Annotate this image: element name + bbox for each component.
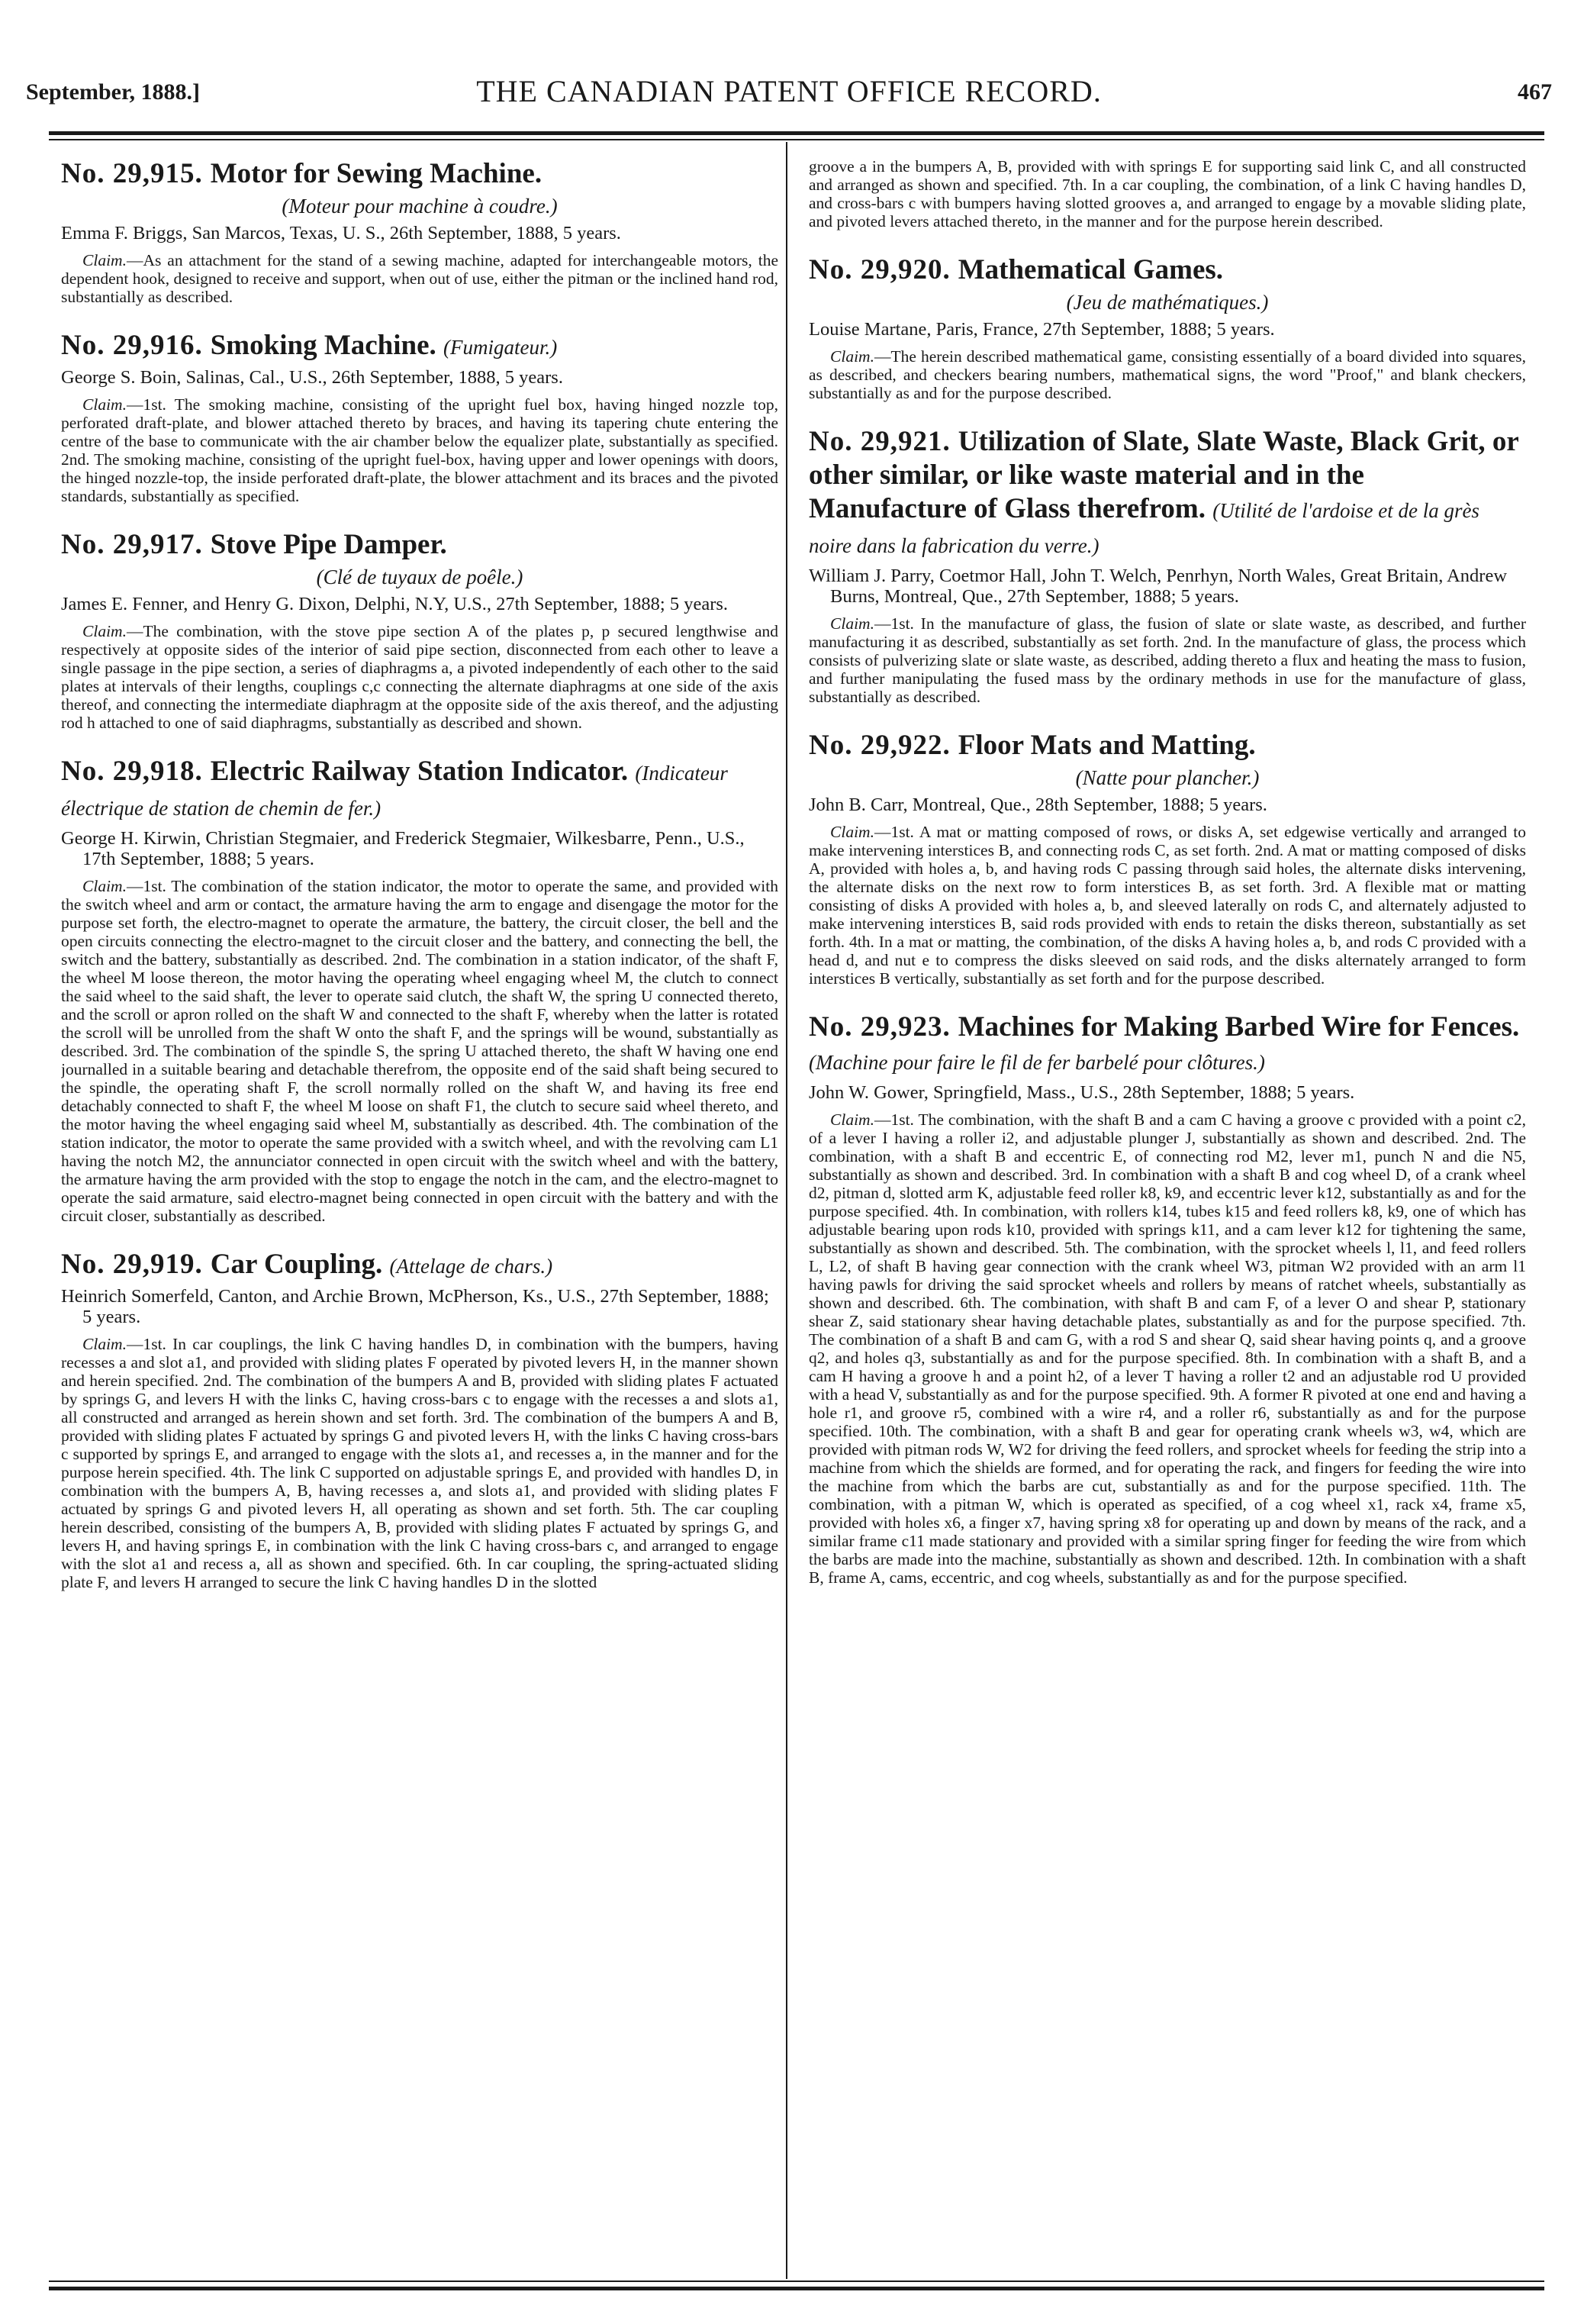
claim-text <box>61 877 778 1225</box>
patent-heading <box>61 157 778 191</box>
journal-title: THE CANADIAN PATENT OFFICE RECORD. <box>476 74 1102 108</box>
claim-continuation: groove a in the bumpers A, B, provided with with springs E for supporting said link C, and all constructed and arranged as shown and specified. 7th. In a car coupling, the combination, of a link C having handles D, and cross-bars c with bumpers having slotted grooves a, and arranged to engage by a movable sliding plate, and pivoted levers attached thereto, in the manner and for the purpose herein described. <box>809 157 1526 230</box>
inventor-line: John W. Gower, Springfield, Mass., U.S., 28th September, 1888; 5 years. <box>809 1082 1355 1103</box>
french-title: (Indicateur électrique de station de chemin de fer.) <box>61 762 728 820</box>
claim-label: Claim. <box>82 622 127 640</box>
top-rule <box>49 131 1544 135</box>
claim-text <box>61 622 778 732</box>
column-divider <box>786 142 787 2279</box>
patent-heading <box>809 425 1526 562</box>
claim-body: —1st. In car couplings, the link C having handles D, in combination with the bumpers, having recesses a and slot a1, and provided with sliding plates F operated by pivoted levers H, in the manner shown and herein specified. 2nd. The combination of the bumpers A and B, provided with sliding plates F actuated by springs G, and levers H with the links C, having cross-bars c to engage with the recesses a and slots a1, all constructed and arranged as herein shown and set forth. 3rd. The combination of the bumpers A and B, provided with sliding plates F actuated by springs G and pivoted levers H, with the links C having cross-bars c supported by springs E, and arranged to engage with the slots a1, and recesses a, in the manner and for the purpose herein specified. 4th. The link C supported on adjustable springs E, and provided with handles D, in combination with the bumpers A, B, having recesses a, and slots a1, and provided with sliding plates F actuated by springs G and pivoted levers H, all operating as shown and set forth. 5th. The car coupling herein described, consisting of the bumpers A, B, provided with sliding plates F actuated by springs G, and levers H, and having springs E, in combination with the link C having cross-bars c, and arranged to engage with the slot a1 and recess a, all as shown and specified. 6th. In car coupling, the spring-actuated sliding plate F, and levers H arranged to secure the link C having handles D in the slotted <box>61 1335 778 1591</box>
claim-label: Claim. <box>82 395 127 414</box>
patent-number: No. 29,917. <box>61 529 203 560</box>
french-title: (Moteur pour machine à coudre.) <box>282 195 558 218</box>
inventor-line: Emma F. Briggs, San Marcos, Texas, U. S., 26th September, 1888, 5 years. <box>61 223 621 243</box>
french-title: (Clé de tuyaux de poêle.) <box>316 566 523 588</box>
french-title: (Jeu de mathématiques.) <box>1066 291 1269 314</box>
patent-title: Floor Mats and Matting. <box>958 730 1256 761</box>
patent-entry-continuation <box>809 157 1526 230</box>
patent-title: Utilization of Slate, Slate Waste, Black Grit, or other similar, or like waste material and in the Manufacture of Glass therefrom. <box>809 426 1519 524</box>
french-title: (Utilité de l'ardoise et de la grès noire dans la fabrication du verre.) <box>809 499 1479 557</box>
inventor-line: James E. Fenner, and Henry G. Dixon, Delphi, N.Y, U.S., 27th September, 1888; 5 years. <box>61 594 729 614</box>
right-column <box>809 157 1526 2271</box>
french-title: (Machine pour faire le fil de fer barbelé pour clôtures.) <box>809 1051 1265 1074</box>
patent-heading <box>809 1011 1526 1079</box>
claim-text <box>809 823 1526 988</box>
patent-entry <box>61 329 778 505</box>
patent-entry <box>61 755 778 1225</box>
issue-date: September, 1888.] <box>26 79 201 105</box>
patent-heading <box>61 755 778 825</box>
patent-title: Motor for Sewing Machine. <box>210 158 542 189</box>
claim-body: —1st. A mat or matting composed of rows, or disks A, set edgewise vertically and arranged to make intervening interstices B, and connecting rods C, as set forth. 2nd. A mat or matting composed of disks A, provided with holes a, b, and having rods C passing through said holes, the alternate disks intervening, the alternate disks on the next row to form interstices B, as set forth. 3rd. A flexible mat or matting consisting of disks A provided with holes a, b, and sleeved laterally on rods C, and alternately adjusted to make intervening interstices B, said rods provided with ends to retain the disks thereon, substantially as set forth. 4th. In a mat or matting, the combination, of the disks A having holes a, b, and rods C provided with a head d, and nut e to compress the disks sleeved on said rods, and the disks alternately arranged to form interstices B vertically, substantially as set forth and for the purpose described. <box>809 823 1526 988</box>
page-number: 467 <box>1518 79 1552 105</box>
patent-entry <box>809 425 1526 706</box>
patent-number: No. 29,920. <box>809 254 951 285</box>
patent-number: No. 29,918. <box>61 756 203 787</box>
patent-heading <box>809 729 1526 762</box>
patent-title: Electric Railway Station Indicator. <box>210 756 629 787</box>
patent-entry <box>809 253 1526 402</box>
bottom-rule-thin <box>49 2280 1544 2282</box>
inventor-line: John B. Carr, Montreal, Que., 28th September, 1888; 5 years. <box>809 795 1267 815</box>
french-title: (Attelage de chars.) <box>389 1255 553 1278</box>
patent-heading <box>809 253 1526 287</box>
claim-text <box>809 614 1526 706</box>
claim-label: Claim. <box>830 823 874 841</box>
patent-heading <box>61 329 778 364</box>
claim-body: —1st. In the manufacture of glass, the fusion of slate or slate waste, as described, and further manufacturing it as described, substantially as set forth. 2nd. In the manufacture of glass, the process which consists of pulverizing slate or slate waste, as described, adding thereto a flux and heating the mass to fusion, and further manipulating the fused mass by the ordinary methods in use for the manufacture of glass, substantially as described. <box>809 614 1526 706</box>
claim-body: —As an attachment for the stand of a sewing machine, adapted for interchangeable motors, the dependent hook, designed to receive and support, when out of use, either the pitman or the inclined hand rod, substantially as described. <box>61 251 778 306</box>
claim-label: Claim. <box>830 347 874 366</box>
patent-heading <box>61 1248 778 1283</box>
claim-text <box>809 1110 1526 1587</box>
patent-number: No. 29,922. <box>809 730 951 761</box>
patent-number: No. 29,919. <box>61 1249 203 1280</box>
french-title: (Natte pour plancher.) <box>1075 766 1260 789</box>
patent-entry <box>809 729 1526 988</box>
claim-body: —1st. The combination, with the shaft B and a cam C having a groove c provided with a point c2, of a lever I having a roller i2, and adjustable plunger J, substantially as shown and described. 2nd. The combination, with a shaft B and eccentric E, of connecting rod M2, lever m1, punch N and die N5, substantially as shown and described. 3rd. In combination with a shaft B and cog wheel D, of a crank wheel d2, pitman d, slotted arm K, adjustable feed roller k8, k9, and eccentric lever k12, substantially as and for the purpose specified. 4th. In combination, with rollers k14, tubes k15 and feed rollers k8, k9, one of which has adjustable bearing upon rods k10, provided with springs k11, and a cam lever k12 for tightening the same, substantially as shown and described. 5th. The combination, with the sprocket wheels l, l1, and feed rollers L, L2, of shaft B having gear connection with the crank wheel W3, pitman W2 provided with an arm l1 having pawls for driving the said sprocket wheels and rollers by means of ratchet wheels, substantially as shown and described. 6th. The combination, with shaft B and cam F, of a lever O and shear P, stationary shear Z, said stationary shear having detachable plates, substantially as and for the purpose specified. 7th. The combination of a shaft B and cam G, with a rod S and shear Q, said shear having points q, and a groove q2, and holes q3, substantially as and for the purpose specified. 8th. In combination with a shaft B, and a cam H having a groove h and a point h2, of a lever T having a roller t2 and an adjustable rod U provided with a head V, substantially as and for the purpose specified. 9th. A former R pivoted at one end and having a hole r1, and groove r5, combined with a wire r4, and a roller r6, substantially as and for the purpose specified. 10th. The combination, with a shaft B and gear for operating crank wheels w3, w4, which are provided with pitman rods W, W2 for driving the feed rollers, and sprocket wheels for feeding the strip into a machine from which the shields are formed, and for operating the rack, and fingers for feeding the wire into the machine from which the barbs are cut, substantially as and for the purpose specified. 11th. The combination, with a pitman W, which is operated as specified, of a cog wheel x1, rack x4, frame x5, provided with holes x6, a finger x7, having spring x8 for operating up and down by means of the rack, and a similar frame c11 made stationary and provided with a similar spring finger for feeding the wire from which the barbs are made into the machine, substantially as shown and described. 12th. In combination with a shaft B, frame A, cams, eccentric, and cog wheels, substantially as and for the purpose specified. <box>809 1110 1526 1587</box>
claim-text <box>61 251 778 306</box>
claim-label: Claim. <box>82 251 127 269</box>
claim-label: Claim. <box>830 1110 874 1129</box>
patent-heading <box>61 528 778 562</box>
claim-label: Claim. <box>82 1335 127 1353</box>
inventor-line: William J. Parry, Coetmor Hall, John T. Welch, Penrhyn, North Wales, Great Britain, Andrew Burns, Montreal, Que., 27th September, 1888; 5 years. <box>809 566 1508 607</box>
claim-body: —The combination, with the stove pipe section A of the plates p, p secured lengthwise and respectively at opposite sides of the interior of said pipe section, disconnected from each other to leave a single passage in the pipe section, a series of diaphragms a, a pivoted independently of each other to the said plates at intervals of their lengths, couplings c,c connecting the alternate diaphragms at one side of the axis thereof, and connecting the intermediate diaphragm at the opposite side of the axis thereof, and the adjusting rod h attached to one of said diaphragms, substantially as described and shown. <box>61 622 778 732</box>
patent-title: Stove Pipe Damper. <box>210 529 447 560</box>
running-head <box>26 73 1552 119</box>
inventor-line: Heinrich Somerfeld, Canton, and Archie Brown, McPherson, Ks., U.S., 27th September, 1888; 5 years. <box>61 1286 769 1327</box>
french-title: (Fumigateur.) <box>443 336 558 359</box>
inventor-line: Louise Martane, Paris, France, 27th September, 1888; 5 years. <box>809 319 1275 340</box>
patent-entry <box>61 1248 778 1591</box>
patent-title: Car Coupling. <box>210 1249 383 1280</box>
inventor-line: George H. Kirwin, Christian Stegmaier, and Frederick Stegmaier, Wilkesbarre, Penn., U.S., 17th September, 1888; 5 years. <box>61 828 745 869</box>
patent-number: No. 29,921. <box>809 426 951 457</box>
patent-title: Smoking Machine. <box>210 330 436 361</box>
claim-text <box>61 395 778 505</box>
patent-title: Machines for Making Barbed Wire for Fences. <box>958 1011 1520 1043</box>
top-rule-thin <box>49 139 1544 140</box>
claim-body: —1st. The smoking machine, consisting of the upright fuel box, having hinged nozzle top, perforated draft-plate, and blower attached thereto by braces, and having its tapering chute entering the centre of the base to communicate with the air chamber below the equalizer plate, substantially as specified. 2nd. The smoking machine, consisting of the upright fuel-box, having upper and lower openings with doors, the hinged nozzle-top, the inside perforated draft-plate, the blower attachment and its braces and the pivoted standards, substantially as specified. <box>61 395 778 505</box>
patent-entry <box>61 157 778 306</box>
claim-body: —1st. The combination of the station indicator, the motor to operate the same, and provided with the switch wheel and arm or contact, the armature having the arm to engage and disengage the motor for the purpose set forth, the electro-magnet to operate the armature, the battery, the circuit closer, the bell and the open circuits connecting the electro-magnet to the circuit closer and the battery, and connecting the bell, the switch and the battery, substantially as described. 2nd. The combination in a station indicator, of the shaft F, the wheel M loose thereon, the motor having the operating wheel engaging wheel M, the clutch to connect the said wheel to the said shaft, the lever to operate said clutch, the shaft W, the spring U connected thereto, and the scroll or apron rolled on the shaft W and connected to the shaft F, whereby when the latter is rotated the scroll will be unrolled from the shaft W onto the shaft F, and the springs will be wound, substantially as described. 3rd. The combination of the spindle S, the spring U attached thereto, the shaft W having one end journalled in a suitable bearing and detachable therefrom, the opposite end of the said shaft being secured to the spindle, the operating shaft F, the scroll normally rolled on the shaft W, and having its free end detachably connected to shaft F, the wheel M loose on shaft F1, the clutch to secure said wheel thereto, and the motor having the wheel engaging said wheel M, substantially as described. 4th. The combination of the station indicator, the motor to operate the same provided with a switch wheel, and with the revolving cam L1 having the notch M2, the annunciator connected in open circuit with the switch wheel and with the battery, the armature having the arm provided with the stop to engage the notch in the cam, and the electro-magnet to operate the said armature, said electro-magnet being connected in open circuit with the battery and with the circuit closer, substantially as described. <box>61 877 778 1225</box>
inventor-line: George S. Boin, Salinas, Cal., U.S., 26th September, 1888, 5 years. <box>61 367 563 388</box>
claim-label: Claim. <box>830 614 874 633</box>
claim-body: —The herein described mathematical game, consisting essentially of a board divided into squares, as described, and checkers bearing numbers, mathematical signs, the word "Proof," and blank checkers, substantially as and for the purpose described. <box>809 347 1526 402</box>
patent-number: No. 29,916. <box>61 330 203 361</box>
patent-entry <box>809 1011 1526 1587</box>
claim-text <box>809 347 1526 402</box>
claim-text <box>61 1335 778 1591</box>
left-column <box>61 157 778 2271</box>
claim-label: Claim. <box>82 877 127 895</box>
patent-entry <box>61 528 778 732</box>
bottom-rule <box>49 2287 1544 2290</box>
patent-title: Mathematical Games. <box>958 254 1224 285</box>
patent-number: No. 29,915. <box>61 158 203 189</box>
patent-number: No. 29,923. <box>809 1011 951 1043</box>
